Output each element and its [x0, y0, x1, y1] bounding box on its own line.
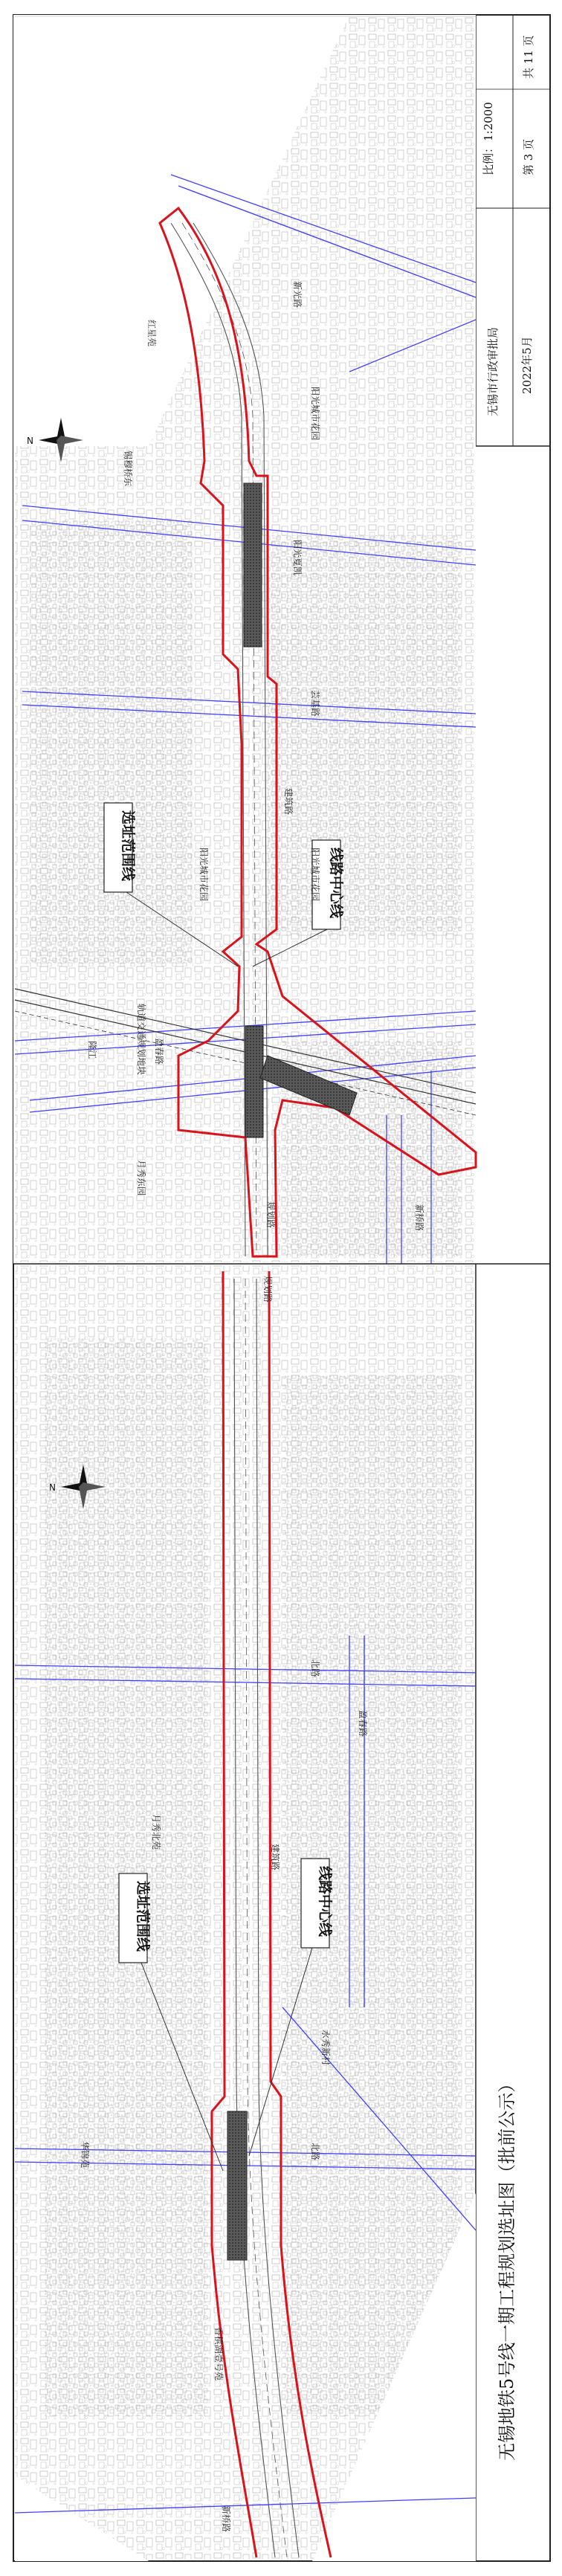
place-label-upper-4: 阳光城市花园 [198, 848, 209, 902]
place-label-lower-1: 月秀北苑 [151, 1814, 161, 1850]
place-label-upper-6: 轨道交通规划地块 [136, 1004, 146, 1076]
map-panel-upper [13, 15, 476, 1264]
road-label-lower-6: 新桥路 [221, 2505, 231, 2533]
place-label-lower-4: 华锦苑 [80, 2141, 90, 2169]
scale-value: 1:2000 [482, 102, 495, 141]
place-label-upper-3: 锡穆桥东 [123, 451, 133, 487]
road-label-lower-1: 规划路 [262, 1276, 273, 1303]
road-label-upper-6: 盈春路 [154, 1038, 164, 1065]
place-label-upper-8: 隆江 [87, 1041, 97, 1059]
road-label-lower-4: 盈春路 [358, 1710, 368, 1737]
place-label-upper-1: 红星苑 [146, 320, 157, 347]
svg-text:选址范围线: 选址范围线 [120, 810, 136, 882]
svg-text:线路中心线: 线路中心线 [317, 1866, 333, 1937]
svg-text:选址范围线: 选址范围线 [135, 1881, 151, 1952]
main-title-strip [497, 2075, 517, 2461]
road-label-lower-5: 北路 [310, 2143, 320, 2161]
road-label-upper-3: 芸基路 [310, 690, 320, 717]
label-site-boundary-upper [104, 803, 137, 892]
scale-label: 比例： [482, 141, 495, 175]
approval-authority: 无锡市行政审批局 [486, 326, 500, 416]
svg-text:线路中心线: 线路中心线 [328, 848, 344, 919]
map-title: 无锡地铁5号线一期工程规划选址图（批前公示） [497, 2074, 517, 2461]
station-lower [227, 2111, 247, 2260]
road-label-upper-1: 新光路 [292, 281, 303, 309]
place-label-upper-7: 月秀东园 [136, 1160, 146, 1196]
place-label-upper-5: 阳光城市花园 [310, 848, 320, 902]
place-label-lower-3: 香槟湖壹号苑 [213, 2327, 224, 2381]
road-label-upper-4: 建筑路 [283, 788, 294, 816]
place-label-upper-2: 阳光城市花园 [310, 387, 320, 441]
road-label-upper-5: 规划路 [265, 1201, 276, 1229]
label-site-boundary-lower [119, 1873, 152, 1963]
road-label-upper-7: 新桥路 [414, 1204, 424, 1232]
label-centerline-lower [301, 1859, 334, 1948]
road-label-lower-2: 建筑路 [270, 1844, 280, 1871]
svg-text:N: N [49, 1482, 56, 1493]
road-label-upper-2: 阳光夏凯 [292, 540, 303, 576]
issue-date: 2022年5月 [520, 336, 534, 394]
svg-text:N: N [27, 436, 33, 446]
place-label-lower-2: 水秀新村 [320, 2030, 331, 2066]
total-pages: 共 11 页 [522, 35, 535, 79]
map-panel-lower [15, 1265, 476, 2561]
page-number: 第 3 页 [522, 138, 535, 175]
road-label-lower-3: 北路 [310, 1659, 320, 1678]
